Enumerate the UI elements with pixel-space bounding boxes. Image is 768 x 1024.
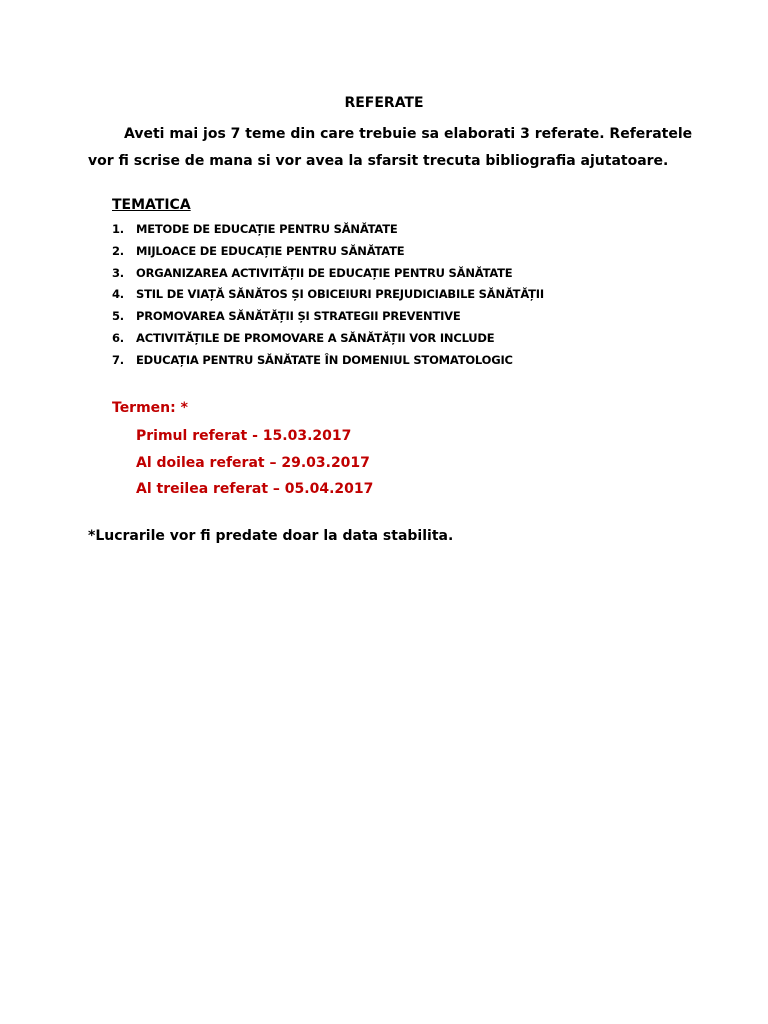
list-item-text: ORGANIZAREA ACTIVITĂȚII DE EDUCAȚIE PENTRU SĂNĂTATE [136, 265, 513, 280]
list-item-text: EDUCAȚIA PENTRU SĂNĂTATE ÎN DOMENIUL STOMATOLOGIC [136, 352, 513, 367]
termen-heading: Termen: * [112, 400, 188, 416]
list-item [112, 284, 544, 306]
list-item-number: 7. [112, 352, 124, 367]
list-item-number: 2. [112, 243, 124, 258]
list-item-text: MIJLOACE DE EDUCAȚIE PENTRU SĂNĂTATE [136, 243, 405, 258]
list-item-number: 1. [112, 222, 124, 236]
deadline-item: Primul referat - 15.03.2017 [136, 428, 352, 444]
tematica-heading: TEMATICA [112, 197, 191, 213]
list-item [112, 219, 544, 241]
list-item [112, 263, 544, 285]
list-item-text: PROMOVAREA SĂNĂTĂȚII ȘI STRATEGII PREVENTIVE [136, 309, 461, 324]
list-item-text: METODE DE EDUCAȚIE PENTRU SĂNĂTATE [136, 222, 398, 236]
footnote: *Lucrarile vor fi predate doar la data stabilita. [88, 528, 454, 544]
document-title: REFERATE [344, 95, 424, 111]
list-item-text: STIL DE VIAȚĂ SĂNĂTOS ȘI OBICEIURI PREJUDICIABILE SĂNĂTĂȚII [136, 287, 544, 302]
list-item [112, 241, 544, 263]
deadline-item: Al treilea referat – 05.04.2017 [136, 481, 374, 497]
list-item-number: 3. [112, 265, 124, 280]
topics-list [112, 219, 544, 372]
list-item [112, 306, 544, 328]
deadlines-list [136, 423, 373, 503]
intro-paragraph: Aveti mai jos 7 teme din care trebuie sa elaborati 3 referate. Referatele vor fi scrise de mana si vor avea la sfarsit trecuta bibliografia ajutatoare. [88, 126, 693, 169]
list-item-number: 5. [112, 309, 124, 324]
deadline-item: Al doilea referat – 29.03.2017 [136, 454, 370, 471]
list-item-text: ACTIVITĂȚILE DE PROMOVARE A SĂNĂTĂȚII VOR INCLUDE [136, 330, 495, 345]
list-item-number: 4. [112, 287, 124, 302]
list-item [112, 350, 544, 372]
list-item [112, 328, 544, 350]
list-item-number: 6. [112, 330, 124, 345]
